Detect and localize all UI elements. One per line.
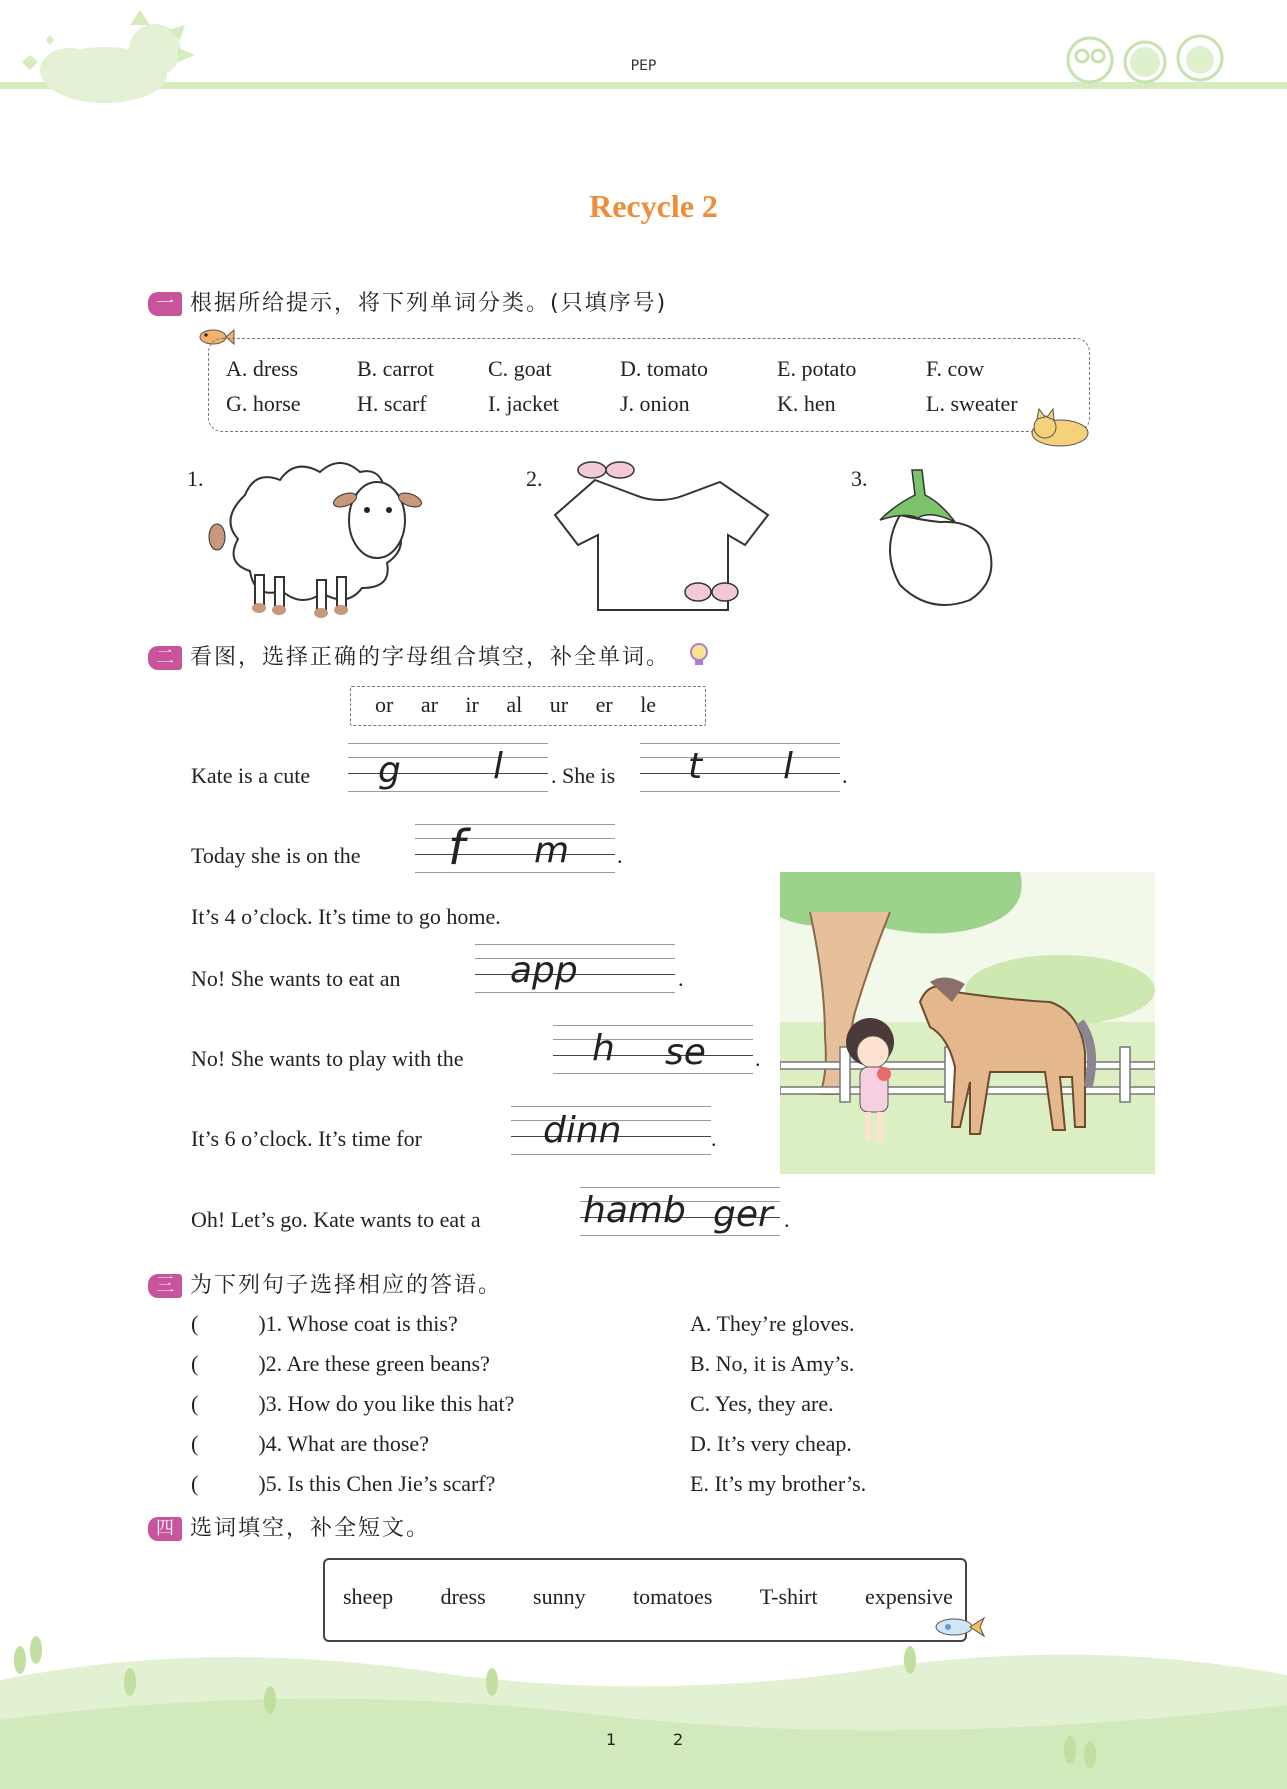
sentence-text: . She is <box>551 763 616 788</box>
section4-heading <box>148 1511 430 1542</box>
question-text: )1. Whose coat is this? <box>258 1311 458 1336</box>
sentence-period: . <box>784 1207 790 1232</box>
sentence-period: . <box>678 966 684 991</box>
section3-number: 三 <box>148 1274 182 1298</box>
word-option: A. dress <box>226 356 299 381</box>
page-number-right: 2 <box>673 1730 684 1749</box>
handwritten-letter: se <box>665 1032 706 1073</box>
sentence-period: . <box>842 763 848 788</box>
section2-heading <box>148 640 670 671</box>
question-row: ( )2. Are these green beans? <box>191 1351 490 1376</box>
section2-number: 二 <box>148 646 182 670</box>
handwritten-letter: h <box>592 1028 615 1069</box>
word-option: D. tomato <box>620 356 708 381</box>
combo-option: ir <box>465 692 479 717</box>
word-option: H. scarf <box>357 391 427 416</box>
question-text: )3. How do you like this hat? <box>258 1391 515 1416</box>
question-row: ( )5. Is this Chen Jie’s scarf? <box>191 1471 496 1496</box>
handwritten-letter: t <box>688 746 703 787</box>
word-option: B. carrot <box>357 356 434 381</box>
writing-lines[interactable] <box>415 824 615 872</box>
handwritten-letter: l <box>783 746 794 787</box>
combo-option: le <box>640 692 657 717</box>
picture-label: 3. <box>851 466 868 491</box>
section1-heading <box>148 286 667 317</box>
sentence-text: No! She wants to play with the <box>191 1046 464 1071</box>
answer-option: B. No, it is Amy’s. <box>690 1351 855 1376</box>
word-option: G. horse <box>226 391 301 416</box>
word-option: E. potato <box>777 356 857 381</box>
combo-option: er <box>595 692 613 717</box>
handwritten-letter: g <box>378 750 401 791</box>
girl-horse-illustration <box>780 872 1155 1174</box>
question-text: )2. Are these green beans? <box>258 1351 490 1376</box>
handwritten-word: app <box>510 950 578 991</box>
sentence-text: It’s 6 o’clock. It’s time for <box>191 1126 422 1151</box>
word-option: I. jacket <box>488 391 559 416</box>
combo-option: al <box>506 692 523 717</box>
question-text: )5. Is this Chen Jie’s scarf? <box>258 1471 496 1496</box>
word-bank-item: sunny <box>533 1584 586 1609</box>
word-bank-item: T-shirt <box>759 1584 818 1609</box>
writing-lines[interactable] <box>553 1025 753 1073</box>
hills-decoration <box>0 1620 1287 1789</box>
tshirt-icon <box>550 460 770 630</box>
hint-bulb-icon <box>688 642 710 668</box>
eggplant-icon <box>870 460 1000 615</box>
word-option: L. sweater <box>926 391 1018 416</box>
section1-instruction: 根据所给提示，将下列单词分类。(只填序号) <box>190 291 668 316</box>
word-bank-item: tomatoes <box>632 1584 713 1609</box>
section3-heading <box>148 1268 502 1299</box>
section4-number: 四 <box>148 1517 182 1541</box>
section4-instruction: 选词填空，补全短文。 <box>190 1516 431 1541</box>
word-option: J. onion <box>620 391 690 416</box>
handwritten-letter: l <box>493 746 504 787</box>
question-row: ( )3. How do you like this hat? <box>191 1391 515 1416</box>
sentence-text: It’s 4 o’clock. It’s time to go home. <box>191 904 501 929</box>
question-text: )4. What are those? <box>258 1431 429 1456</box>
section1-word-box <box>208 338 1090 432</box>
sleeping-cat-icon <box>1025 405 1105 450</box>
section3-instruction: 为下列句子选择相应的答语。 <box>190 1273 503 1298</box>
word-bank-item: expensive <box>864 1584 953 1609</box>
section2-instruction: 看图，选择正确的字母组合填空，补全单词。 <box>190 645 671 670</box>
handwritten-letter: f <box>448 820 465 876</box>
sentence-period: . <box>617 843 623 868</box>
combo-option: ur <box>549 692 569 717</box>
answer-option: C. Yes, they are. <box>690 1391 834 1416</box>
answer-option: A. They’re gloves. <box>690 1311 855 1336</box>
word-bank <box>343 1584 953 1610</box>
sentence-period: . <box>755 1046 761 1071</box>
question-row: ( )4. What are those? <box>191 1431 429 1456</box>
word-bank-item: dress <box>440 1584 486 1609</box>
picture-label: 2. <box>526 466 543 491</box>
sentence-text: Today she is on the <box>191 843 361 868</box>
sheep-icon <box>205 455 430 630</box>
sentence-text: Oh! Let’s go. Kate wants to eat a <box>191 1207 481 1232</box>
sentence-text: Kate is a cute <box>191 763 311 788</box>
handwritten-letter: m <box>534 830 570 871</box>
sentence-period: . <box>711 1126 717 1151</box>
page-title: Recycle 2 <box>589 188 718 224</box>
page-number-left: 1 <box>606 1730 617 1749</box>
picture-label: 1. <box>187 466 204 491</box>
letter-combo-options <box>375 692 705 718</box>
series-label: PEP <box>630 58 657 74</box>
question-row: ( )1. Whose coat is this? <box>191 1311 458 1336</box>
sentence-text: No! She wants to eat an <box>191 966 401 991</box>
word-option: F. cow <box>926 356 985 381</box>
word-option: C. goat <box>488 356 552 381</box>
writing-lines[interactable] <box>640 743 840 791</box>
answer-option: E. It’s my brother’s. <box>690 1471 867 1496</box>
combo-option: ar <box>420 692 438 717</box>
combo-option: or <box>375 692 394 717</box>
handwritten-word: dinn <box>543 1110 622 1151</box>
answer-option: D. It’s very cheap. <box>690 1431 852 1456</box>
handwritten-letter: ger <box>713 1194 773 1235</box>
word-option: K. hen <box>777 391 836 416</box>
animal-faces-decoration <box>1060 20 1260 90</box>
handwritten-letter: hamb <box>583 1190 686 1231</box>
section1-number: 一 <box>148 292 182 316</box>
word-bank-item: sheep <box>343 1584 394 1609</box>
rocket-icon <box>930 1612 986 1642</box>
